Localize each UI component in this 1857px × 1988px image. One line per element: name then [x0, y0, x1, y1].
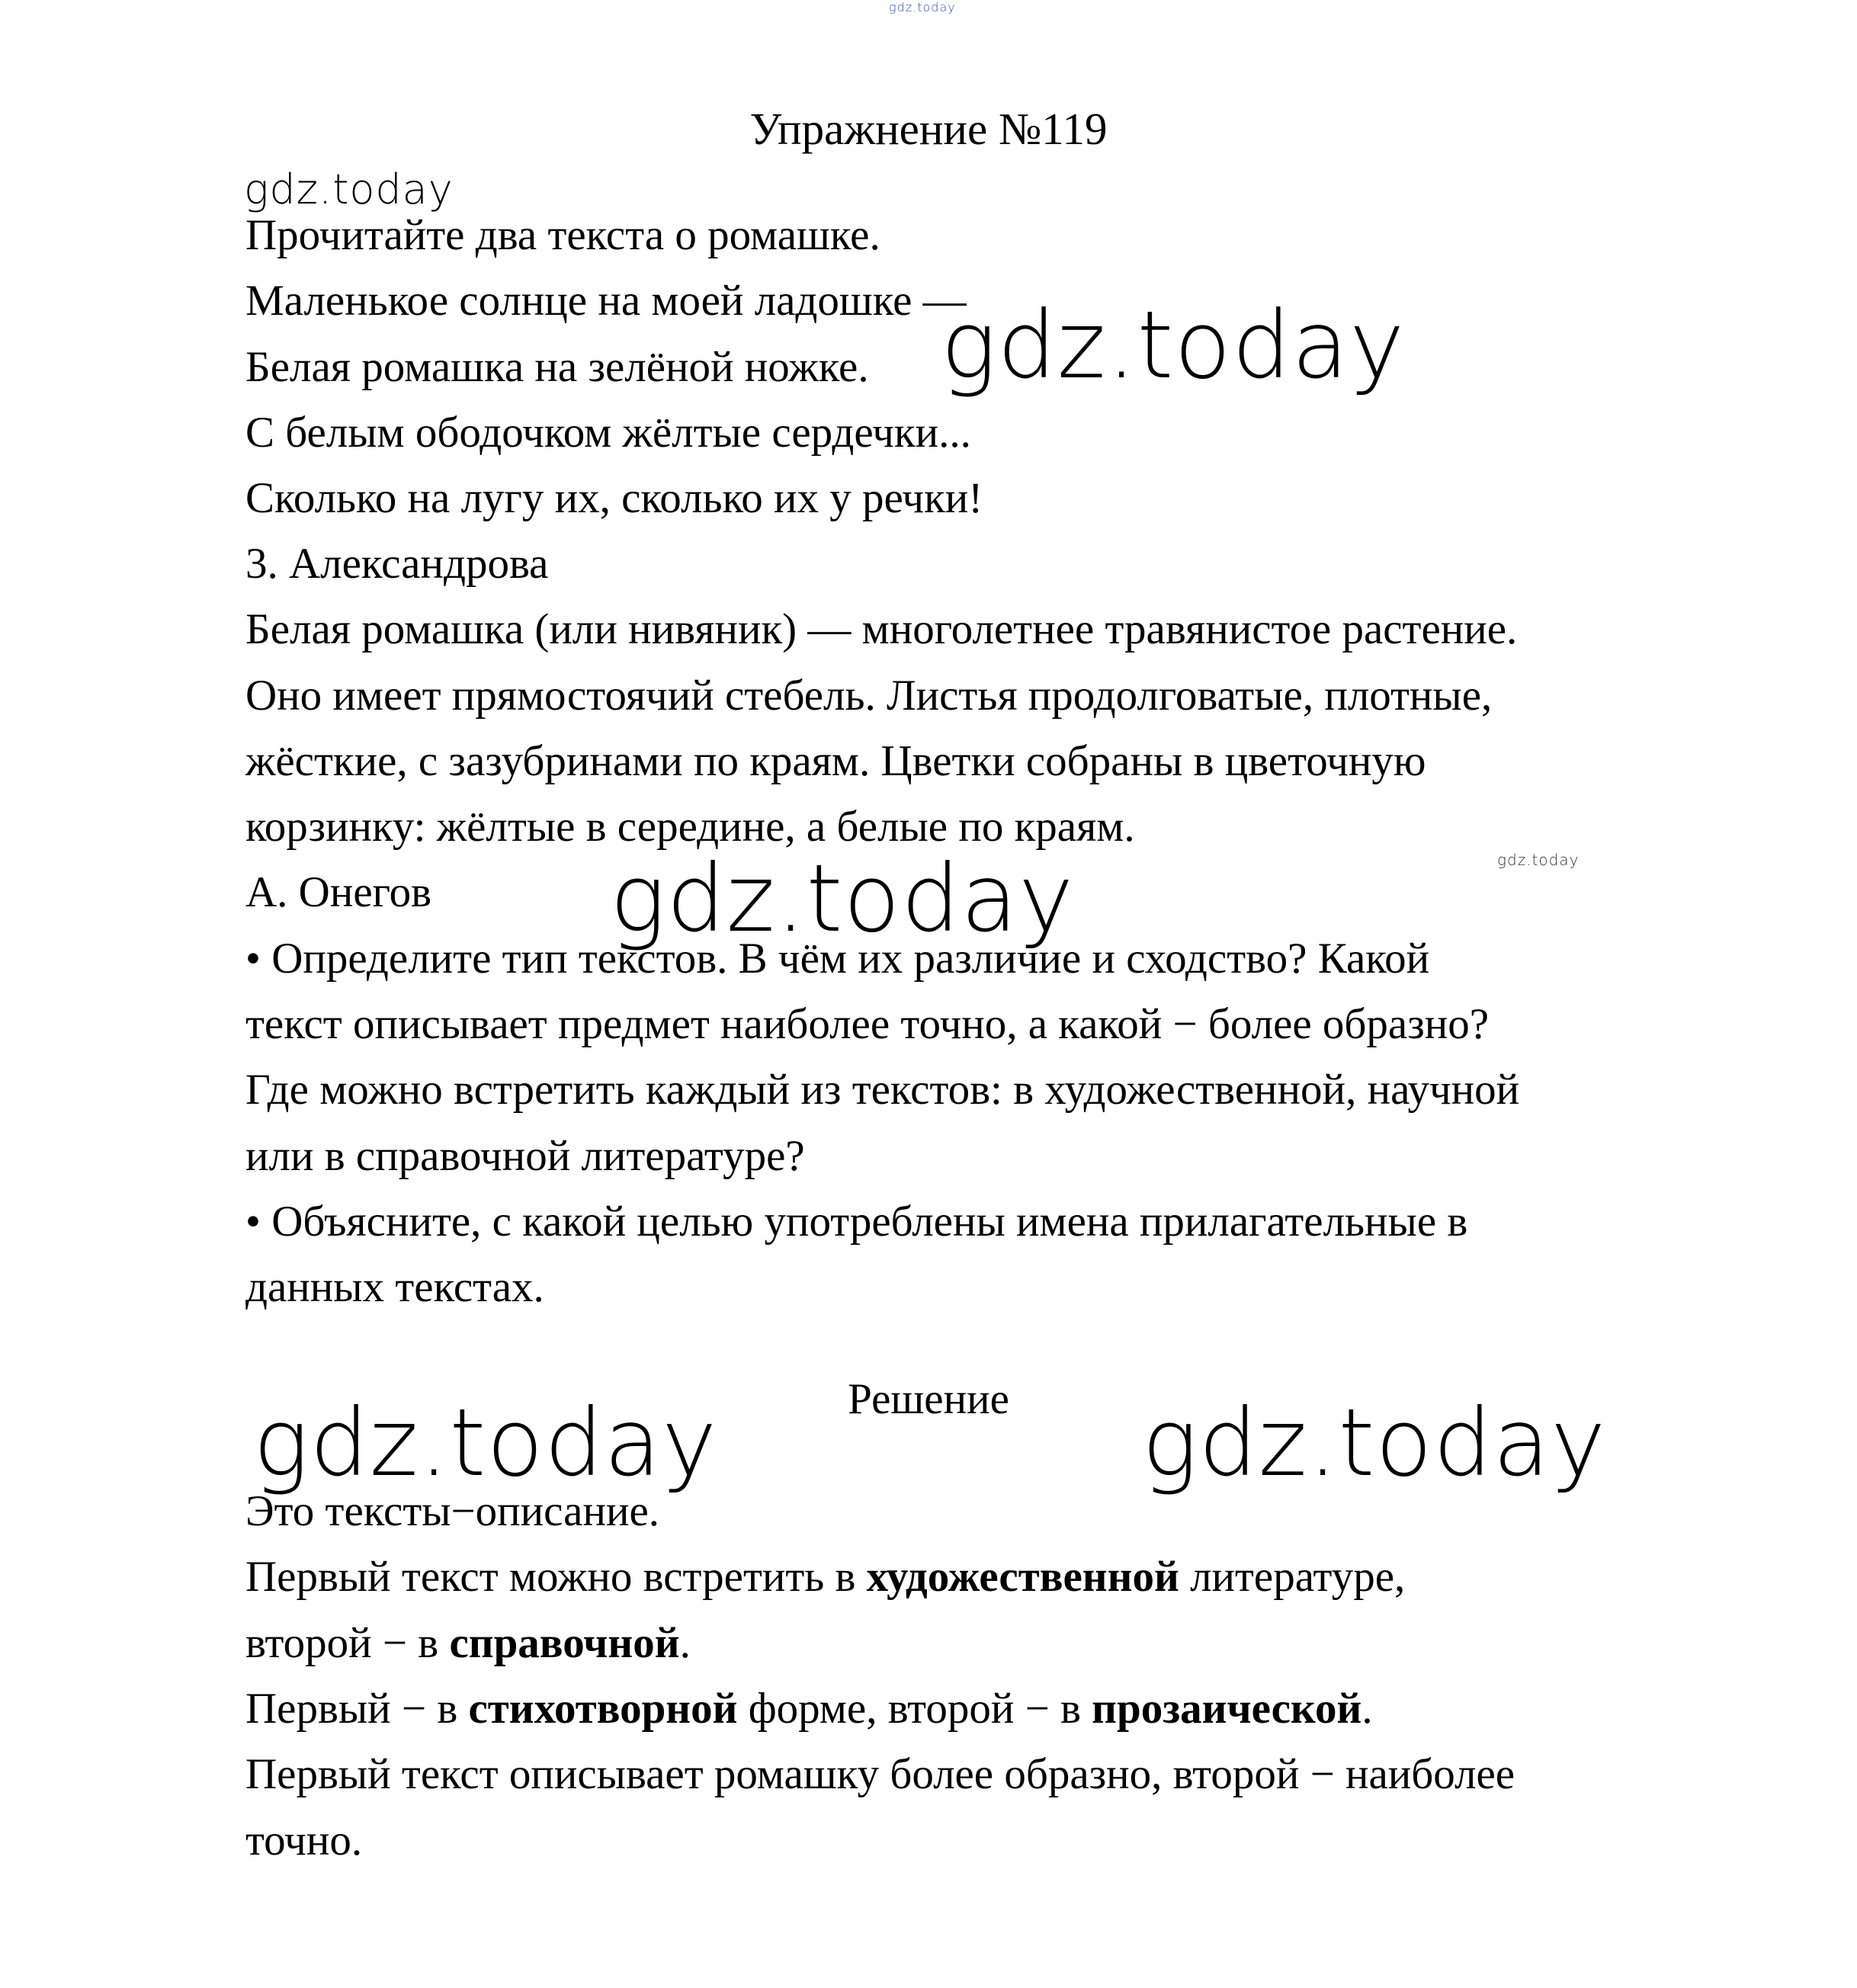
prose-line: Белая ромашка (или нивяник) — многолетнее травянистое растение.: [245, 605, 1518, 653]
solution-line-6: точно.: [245, 1816, 363, 1865]
task-intro: Прочитайте два текста о ромашке.: [245, 211, 880, 259]
question-line: • Определите тип текстов. В чём их различие и сходство? Какой: [245, 935, 1430, 983]
poem-line: Белая ромашка на зелёной ножке.: [245, 343, 869, 391]
solution-text: .: [679, 1619, 691, 1667]
watermark-large-4: gdz.today: [1142, 1389, 1607, 1497]
solution-emphasis: прозаической: [1092, 1685, 1362, 1733]
solution-heading: Решение: [848, 1375, 1009, 1423]
solution-line-5: Первый текст описывает ромашку более образно, второй − наиболее: [245, 1750, 1515, 1798]
watermark-tiny-right: gdz.today: [1497, 851, 1580, 869]
question-line: • Объясните, с какой целью употреблены имена прилагательные в: [245, 1198, 1468, 1246]
prose-author: А. Онегов: [245, 868, 432, 916]
poem-line: Сколько на лугу их, сколько их у речки!: [245, 474, 983, 522]
solution-text: второй − в: [245, 1619, 450, 1667]
poem-line: С белым ободочком жёлтые сердечки...: [245, 409, 971, 457]
poem-author: 3. Александрова: [245, 540, 549, 588]
solution-text: .: [1361, 1685, 1373, 1733]
watermark-top: gdz.today: [889, 0, 956, 14]
solution-text: Первый − в: [245, 1685, 469, 1733]
question-line: текст описывает предмет наиболее точно, а какой − более образно?: [245, 1000, 1490, 1048]
question-line: или в справочной литературе?: [245, 1132, 805, 1180]
watermark-large-1: gdz.today: [941, 291, 1406, 399]
solution-line-1: Это тексты−описание.: [245, 1487, 660, 1535]
solution-emphasis: справочной: [449, 1619, 680, 1667]
watermark-large-2: gdz.today: [610, 845, 1075, 953]
watermark-large-3: gdz.today: [253, 1389, 718, 1497]
page-title: Упражнение №119: [749, 104, 1108, 154]
question-line: данных текстах.: [245, 1263, 544, 1311]
solution-line-4: [245, 1685, 1373, 1733]
solution-line-2: [245, 1553, 1406, 1601]
question-line: Где можно встретить каждый из текстов: в художественной, научной: [245, 1066, 1520, 1114]
prose-line: Оно имеет прямостоячий стебель. Листья продолговатые, плотные,: [245, 672, 1493, 720]
solution-text: Первый текст можно встретить в: [245, 1553, 867, 1601]
solution-text: форме, второй − в: [737, 1685, 1092, 1733]
poem-line: Маленькое солнце на моей ладошке —: [245, 277, 967, 325]
solution-emphasis: стихотворной: [468, 1685, 738, 1733]
solution-text: литературе,: [1179, 1553, 1406, 1601]
solution-emphasis: художественной: [866, 1553, 1179, 1601]
prose-line: жёсткие, с зазубринами по краям. Цветки собраны в цветочную: [245, 737, 1426, 785]
solution-line-3: [245, 1621, 691, 1665]
watermark-small-left: gdz.today: [244, 165, 454, 213]
prose-line: корзинку: жёлтые в середине, а белые по краям.: [245, 803, 1135, 851]
